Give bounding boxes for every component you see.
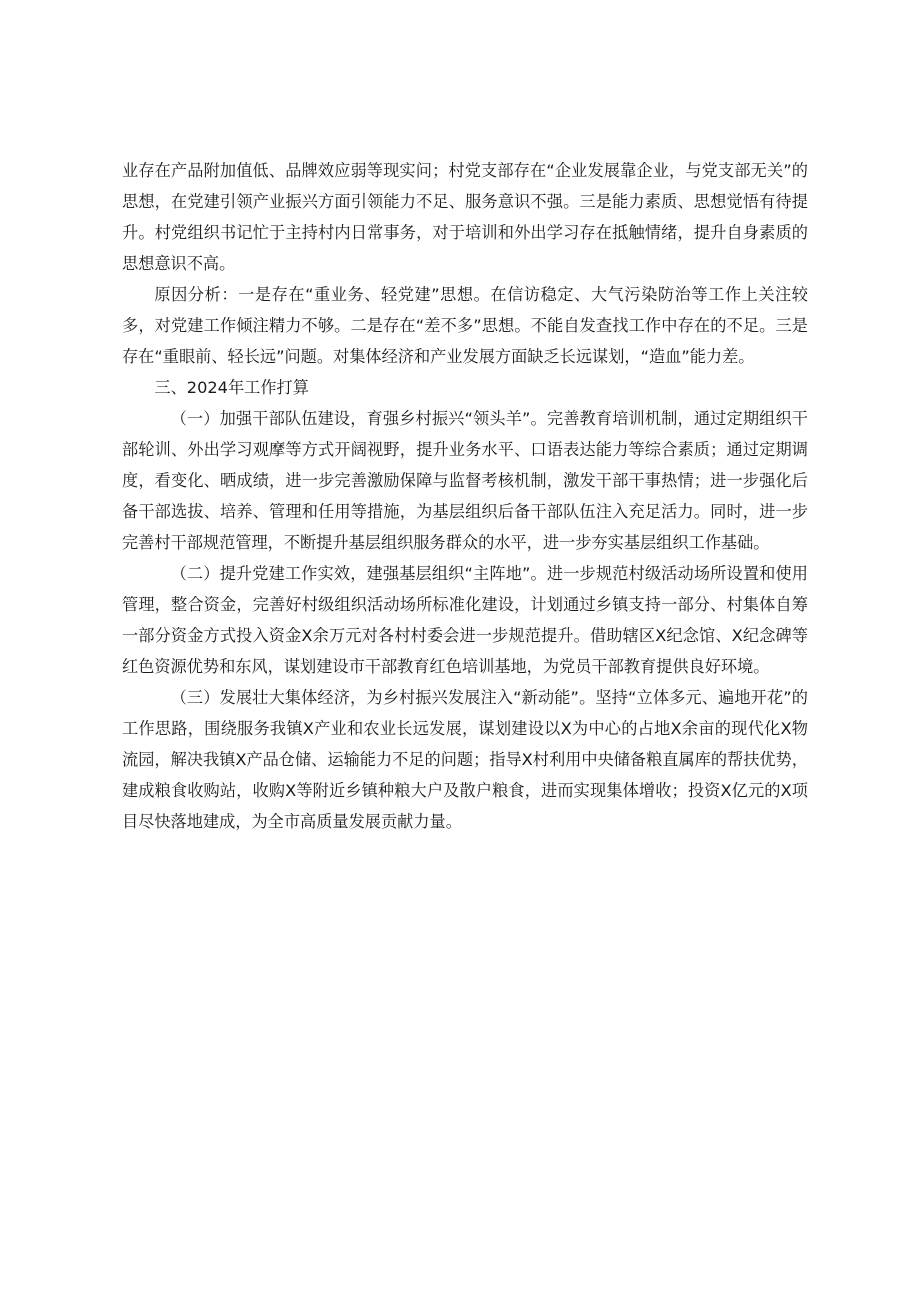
paragraph-plan-item-3: （三）发展壮大集体经济，为乡村振兴发展注入“新动能”。坚持“立体多元、遍地开花”的工作思路，围绕服务我镇X产业和农业长远发展，谋划建设以X为中心的占地X余亩的现代化X物流园，解决我镇X产品仓储、运输能力不足的问题；指导X村利用中央储备粮直属库的帮扶优势，建成粮食收购站，收购X等附近乡镇种粮大户及散户粮食，进而实现集体增收；投资X亿元的X项目尽快落地建成，为全市高质量发展贡献力量。	[122, 688, 808, 831]
document-page	[122, 155, 808, 837]
paragraph-plan-item-2: （二）提升党建工作实效，建强基层组织“主阵地”。进一步规范村级活动场所设置和使用管理，整合资金，完善好村级组织活动场所标准化建设，计划通过乡镇支持一部分、村集体自筹一部分资金方式投入资金X余万元对各村村委会进一步规范提升。借助辖区X纪念馆、X纪念碑等红色资源优势和东风，谋划建设市干部教育红色培训基地，为党员干部教育提供良好环境。	[122, 564, 808, 676]
section-heading-2024-plan: 三、2024年工作打算	[154, 378, 309, 397]
paragraph-problems-continued: 业存在产品附加值低、品牌效应弱等现实问；村党支部存在“企业发展靠企业，与党支部无关”的思想，在党建引领产业振兴方面引领能力不足、服务意识不强。三是能力素质、思想觉悟有待提升。村党组织书记忙于主持村内日常事务，对于培训和外出学习存在抵触情绪，提升自身素质的思想意识不高。	[122, 161, 808, 273]
paragraph-cause-analysis: 原因分析：一是存在“重业务、轻党建”思想。在信访稳定、大气污染防治等工作上关注较多，对党建工作倾注精力不够。二是存在“差不多”思想。不能自发查找工作中存在的不足。三是存在“重眼前、轻长远”问题。对集体经济和产业发展方面缺乏长远谋划，“造血”能力差。	[122, 285, 808, 366]
paragraph-plan-item-1: （一）加强干部队伍建设，育强乡村振兴“领头羊”。完善教育培训机制，通过定期组织干部轮训、外出学习观摩等方式开阔视野，提升业务水平、口语表达能力等综合素质；通过定期调度，看变化、晒成绩，进一步完善激励保障与监督考核机制，激发干部干事热情；进一步强化后备干部选拔、培养、管理和任用等措施，为基层组织后备干部队伍注入充足活力。同时，进一步完善村干部规范管理，不断提升基层组织服务群众的水平，进一步夯实基层组织工作基础。	[122, 409, 808, 552]
